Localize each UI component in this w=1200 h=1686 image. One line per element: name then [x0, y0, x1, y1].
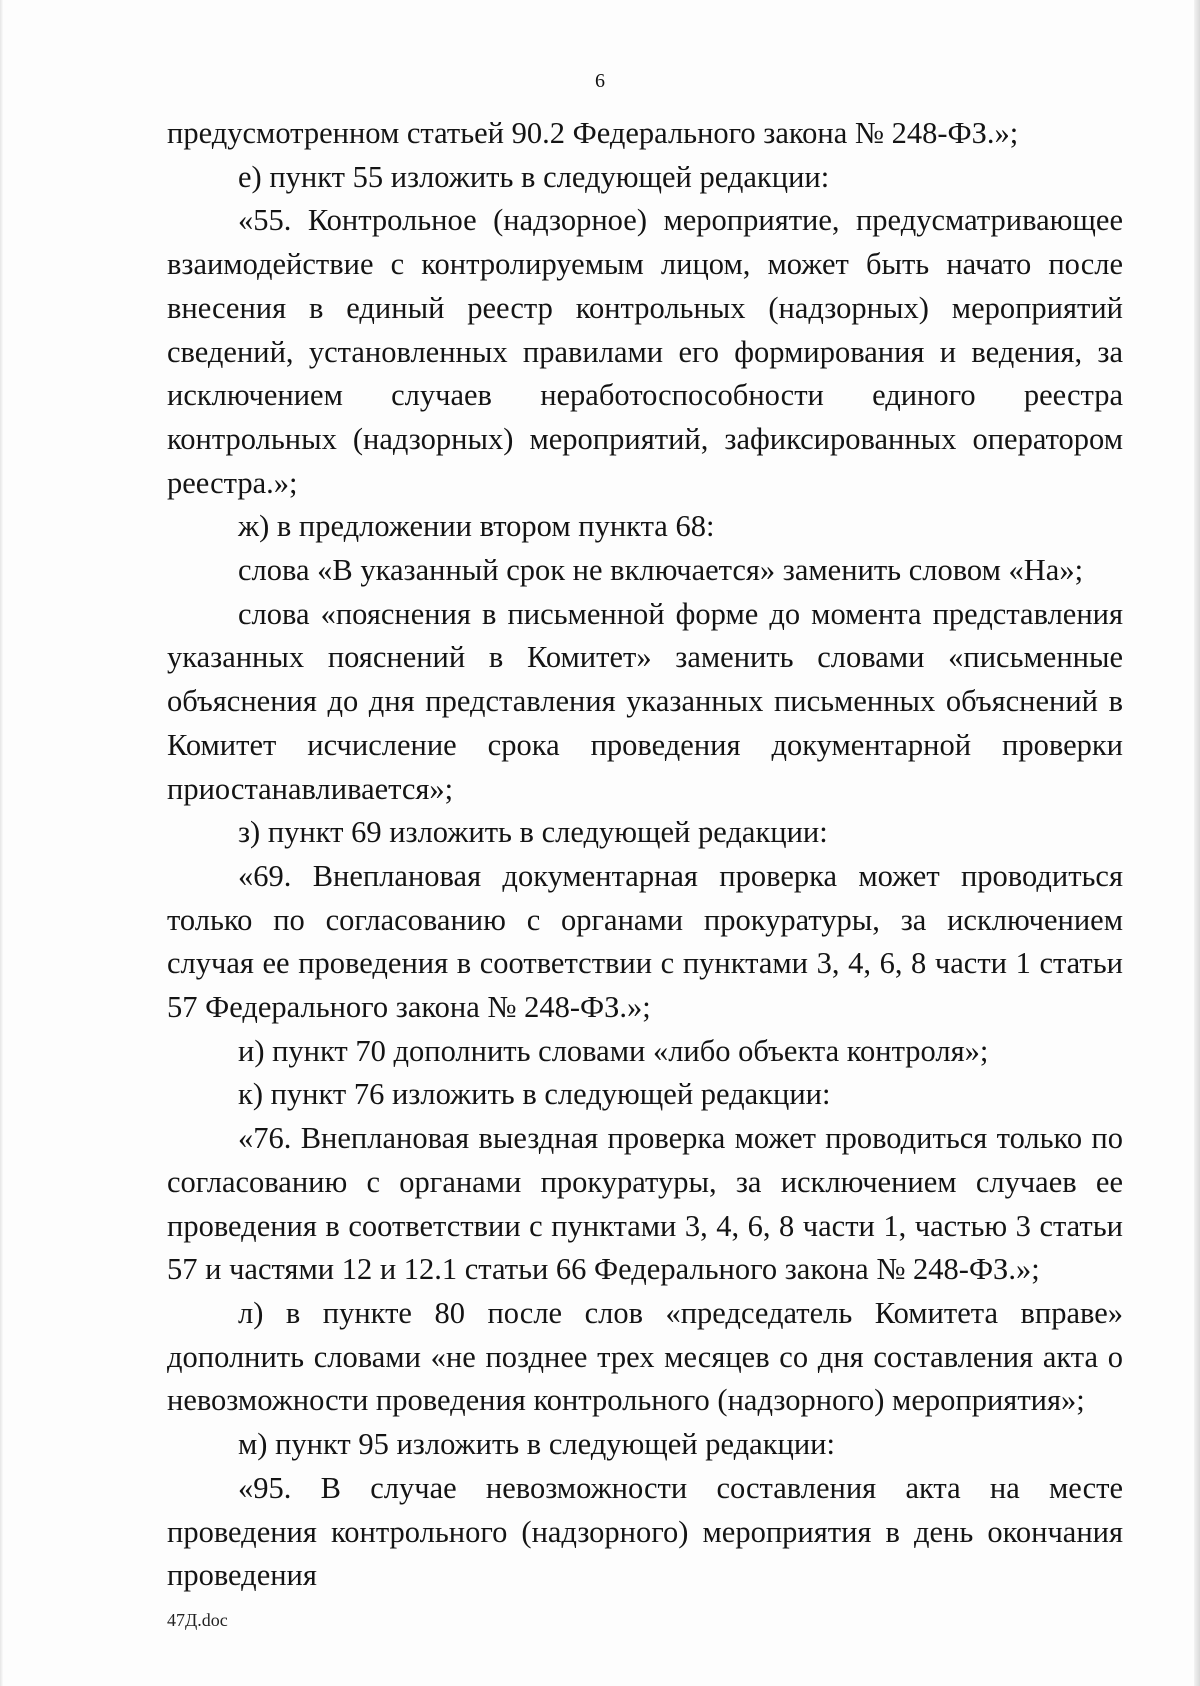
- paragraph: слова «пояснения в письменной форме до момента представления указанных пояснений в Комитет» заменить словами «письменные объяснения до дня представления указанных письменных объяснений в Комитет исчисление срока проведения документарной проверки приостанавливается»;: [167, 596, 1123, 806]
- paragraph: е) пункт 55 изложить в следующей редакции:: [238, 159, 830, 194]
- paragraph: «55. Контрольное (надзорное) мероприятие, предусматривающее взаимодействие с контролируемым лицом, может быть начато после внесения в единый реестр контрольных (надзорных) мероприятий сведений, установленных правилами его формирования и ведения, за исключением случаев неработоспособности единого реестра контрольных (надзорных) мероприятий, зафиксированных оператором реестра.»;: [167, 203, 1123, 500]
- file-name-footer: 47Д.doc: [167, 1610, 228, 1630]
- paragraph: предусмотренном статьей 90.2 Федерального закона № 248-ФЗ.»;: [167, 116, 1019, 150]
- paragraph: «76. Внеплановая выездная проверка может проводиться только по согласованию с органами прокуратуры, за исключением случаев ее проведения в соответствии с пунктами 3, 4, 6, 8 части 1, частью 3 статьи 57 и частями 12 и 12.1 статьи 66 Федерального закона № 248-ФЗ.»;: [167, 1121, 1123, 1287]
- paragraph: з) пункт 69 изложить в следующей редакции:: [238, 815, 828, 850]
- paragraph: «69. Внеплановая документарная проверка может проводиться только по согласованию с органами прокуратуры, за исключением случая ее проведения в соответствии с пунктами 3, 4, 6, 8 части 1 статьи 57 Федерального закона № 248-ФЗ.»;: [167, 858, 1123, 1025]
- scan-edge-right: [1194, 0, 1200, 1686]
- scan-edge-left: [0, 0, 3, 1686]
- page-number: 6: [595, 70, 605, 92]
- paragraph: «95. В случае невозможности составления акта на месте проведения контрольного (надзорного) мероприятия в день окончания проведения: [167, 1470, 1123, 1593]
- paragraph: к) пункт 76 изложить в следующей редакции:: [238, 1077, 831, 1112]
- paragraph: м) пункт 95 изложить в следующей редакции:: [238, 1427, 835, 1462]
- paragraph: и) пункт 70 дополнить словами «либо объекта контроля»;: [238, 1033, 989, 1068]
- document-body: [167, 112, 1123, 1598]
- paragraph: ж) в предложении втором пункта 68:: [238, 509, 715, 544]
- paragraph: слова «В указанный срок не включается» заменить словом «На»;: [238, 553, 1084, 588]
- paragraph: л) в пункте 80 после слов «председатель Комитета вправе» дополнить словами «не позднее трех месяцев со дня составления акта о невозможности проведения контрольного (надзорного) мероприятия»;: [167, 1295, 1123, 1418]
